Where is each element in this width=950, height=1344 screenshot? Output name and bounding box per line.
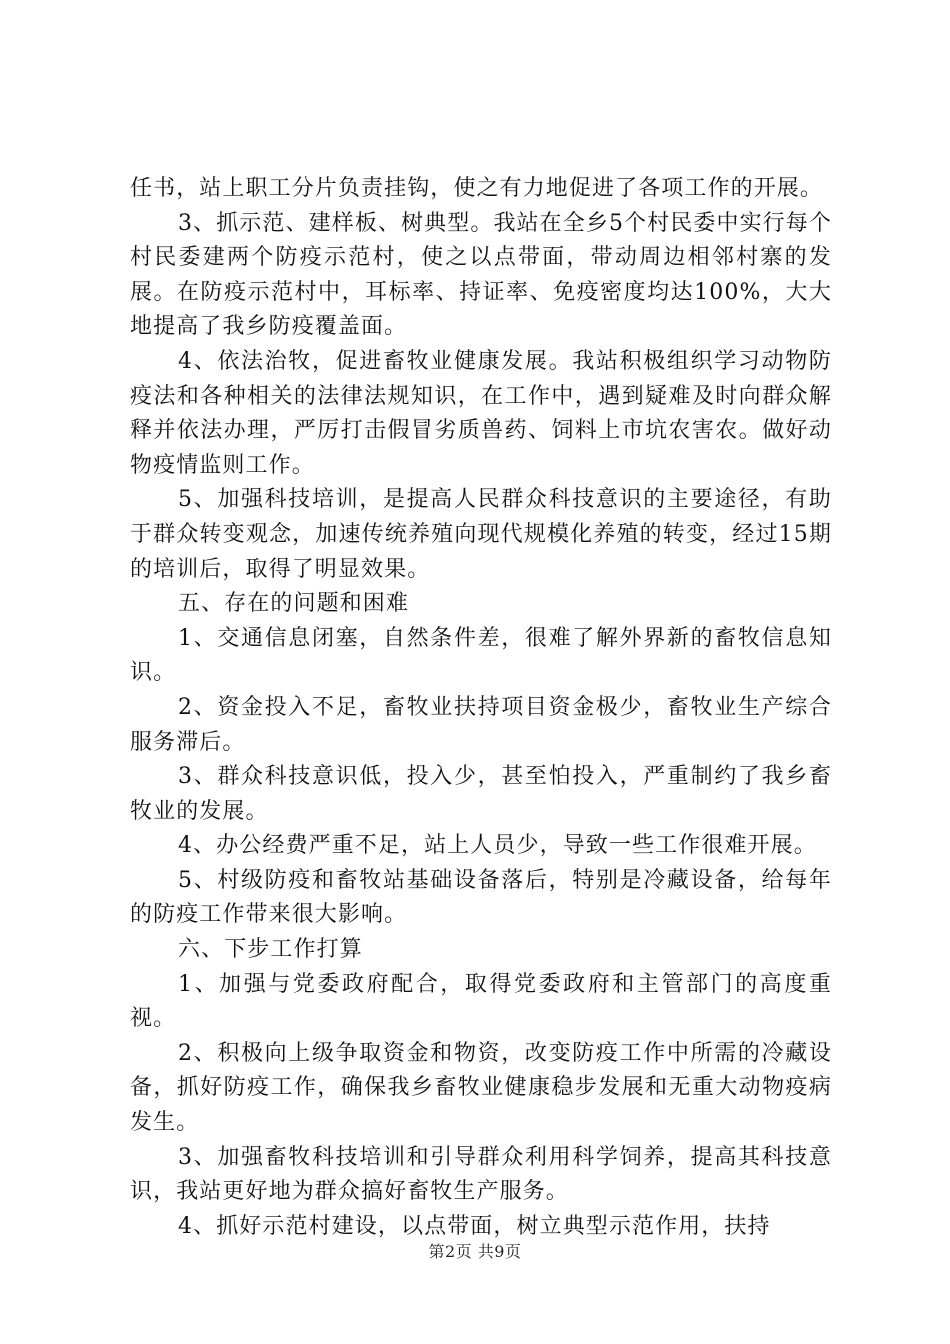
paragraph-continuation: 任书，站上职工分片负责挂钩，使之有力地促进了各项工作的开展。 [130,176,824,201]
problem-item-3: 3、群众科技意识低，投入少，甚至怕投入，严重制约了我乡畜牧业的发展。 [130,764,832,824]
paragraph-item-5-training: 5、加强科技培训，是提高人民群众科技意识的主要途径，有助于群众转变观念，加速传统养殖向现代规模化养殖的转变，经过15期的培训后，取得了明显效果。 [130,487,832,582]
plan-item-2: 2、积极向上级争取资金和物资，改变防疫工作中所需的冷藏设备，抓好防疫工作，确保我乡畜牧业健康稳步发展和无重大动物疫病发生。 [130,1040,832,1136]
section-heading-problems: 五、存在的问题和困难 [178,591,410,617]
plan-item-4: 4、抓好示范村建设，以点带面，树立典型示范作用，扶持 [178,1213,771,1239]
paragraph-item-4-law: 4、依法治牧，促进畜牧业健康发展。我站积极组织学习动物防疫法和各种相关的法律法规知识，在工作中，遇到疑难及时向群众解释并依法办理，严厉打击假冒劣质兽药、饲料上市坑农害农。做好动物疫情监则工作。 [130,348,832,478]
problem-item-1: 1、交通信息闭塞，自然条件差，很难了解外界新的畜牧信息知识。 [130,625,832,686]
page-number-footer: 第2页 共9页 [428,1242,522,1261]
plan-item-1: 1、加强与党委政府配合，取得党委政府和主管部门的高度重视。 [130,971,832,1032]
problem-item-5: 5、村级防疫和畜牧站基础设备落后，特别是冷藏设备，给每年的防疫工作带来很大影响。 [130,867,832,928]
section-heading-next-steps: 六、下步工作打算 [178,937,363,963]
plan-item-3: 3、加强畜牧科技培训和引导群众利用科学饲养，提高其科技意识，我站更好地为群众搞好畜牧生产服务。 [130,1144,832,1205]
document-body [130,172,832,1244]
problem-item-2: 2、资金投入不足，畜牧业扶持项目资金极少，畜牧业生产综合服务滞后。 [130,694,832,755]
problem-item-4: 4、办公经费严重不足，站上人员少，导致一些工作很难开展。 [178,833,817,859]
paragraph-item-3-demonstration: 3、抓示范、建样板、树典型。我站在全乡5个村民委中实行每个村民委建两个防疫示范村，使之以点带面，带动周边相邻村寨的发展。在防疫示范村中，耳标率、持证率、免疫密度均达100%，大大地提高了我乡防疫覆盖面。 [130,210,832,340]
